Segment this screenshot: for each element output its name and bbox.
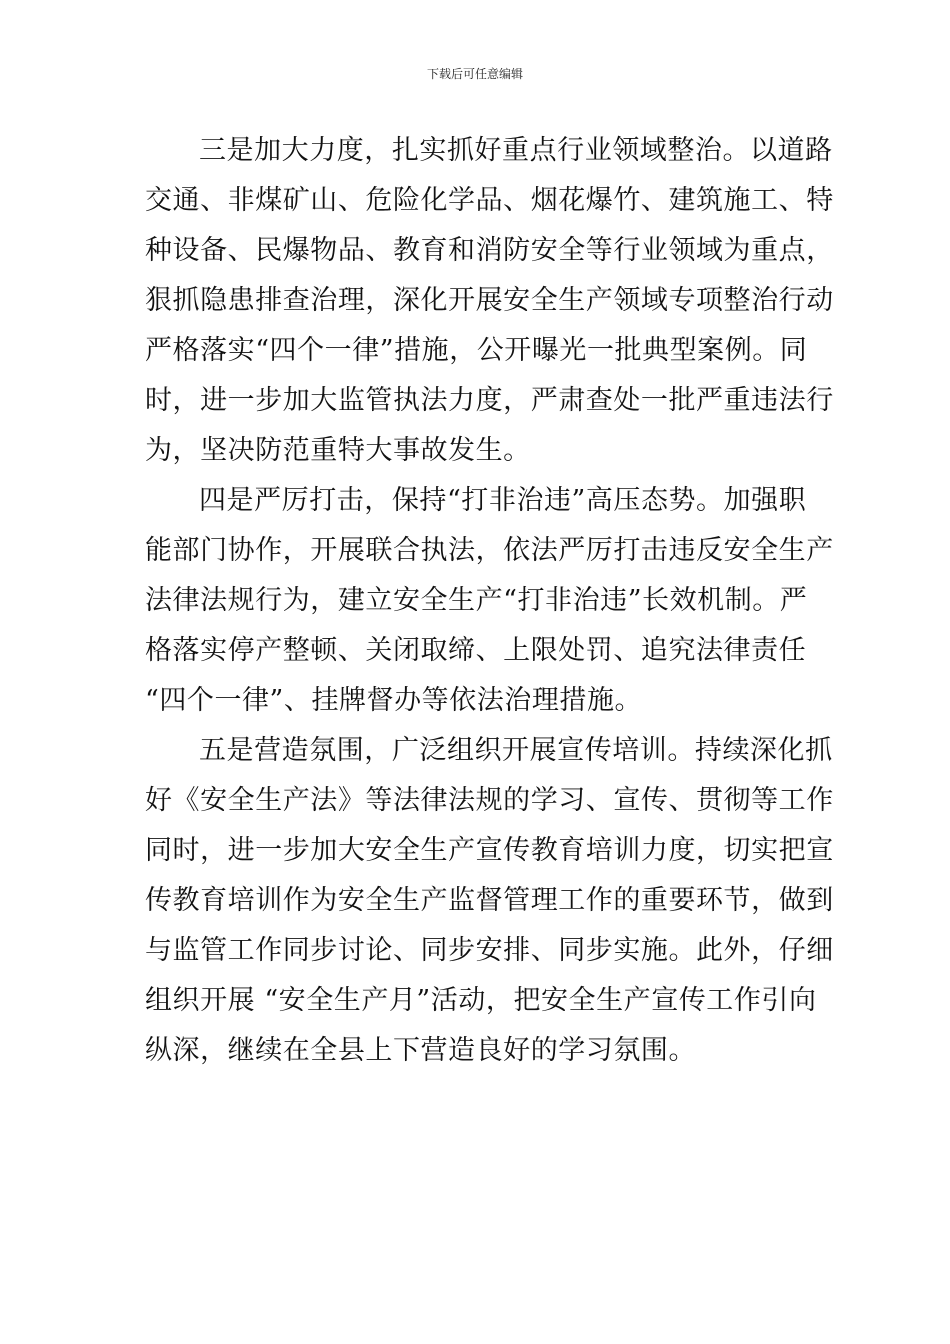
paragraph-line: 同时，进一步加大安全生产宣传教育培训力度，切实把宣 xyxy=(145,835,834,866)
paragraph-line: 组织开展 “安全生产月”活动，把安全生产宣传工作引向 xyxy=(145,985,817,1016)
paragraph-line: 种设备、民爆物品、教育和消防安全等行业领域为重点， xyxy=(145,235,834,266)
paragraph-line: 好《安全生产法》等法律法规的学习、宣传、贯彻等工作 xyxy=(145,785,834,816)
paragraph-line: 传教育培训作为安全生产监督管理工作的重要环节，做到 xyxy=(145,885,834,916)
paragraph-2 xyxy=(145,476,834,726)
paragraph-line: 与监管工作同步讨论、同步安排、同步实施。此外，仔细 xyxy=(145,935,834,966)
paragraph-3 xyxy=(145,726,834,1076)
paragraph-line: 时，进一步加大监管执法力度，严肃查处一批严重违法行 xyxy=(145,385,834,416)
paragraph-line: 格落实停产整顿、关闭取缔、上限处罚、追究法律责任 xyxy=(145,635,807,666)
paragraph-line: 纵深，继续在全县上下营造良好的学习氛围。 xyxy=(145,1035,696,1066)
document-body xyxy=(145,126,834,1076)
header-note: 下载后可任意编辑 xyxy=(426,67,523,81)
paragraph-1 xyxy=(145,126,834,476)
paragraph-line: 三是加大力度，扎实抓好重点行业领域整治。以道路 xyxy=(199,135,833,166)
paragraph-line: 交通、非煤矿山、危险化学品、烟花爆竹、建筑施工、特 xyxy=(145,185,834,216)
paragraph-line: 能部门协作，开展联合执法，依法严厉打击违反安全生产 xyxy=(145,535,834,566)
paragraph-line: 严格落实“四个一律”措施，公开曝光一批典型案例。同 xyxy=(145,335,808,366)
paragraph-line: 五是营造氛围，广泛组织开展宣传培训。持续深化抓 xyxy=(199,735,833,766)
paragraph-line: 狠抓隐患排查治理，深化开展安全生产领域专项整治行动 xyxy=(145,285,834,316)
paragraph-line: 法律法规行为，建立安全生产“打非治违”长效机制。严 xyxy=(145,585,808,616)
paragraph-line: 为，坚决防范重特大事故发生。 xyxy=(145,435,531,466)
paragraph-line: “四个一律”、挂牌督办等依法治理措施。 xyxy=(145,685,643,716)
paragraph-line: 四是严厉打击，保持“打非治违”高压态势。加强职 xyxy=(199,485,807,516)
